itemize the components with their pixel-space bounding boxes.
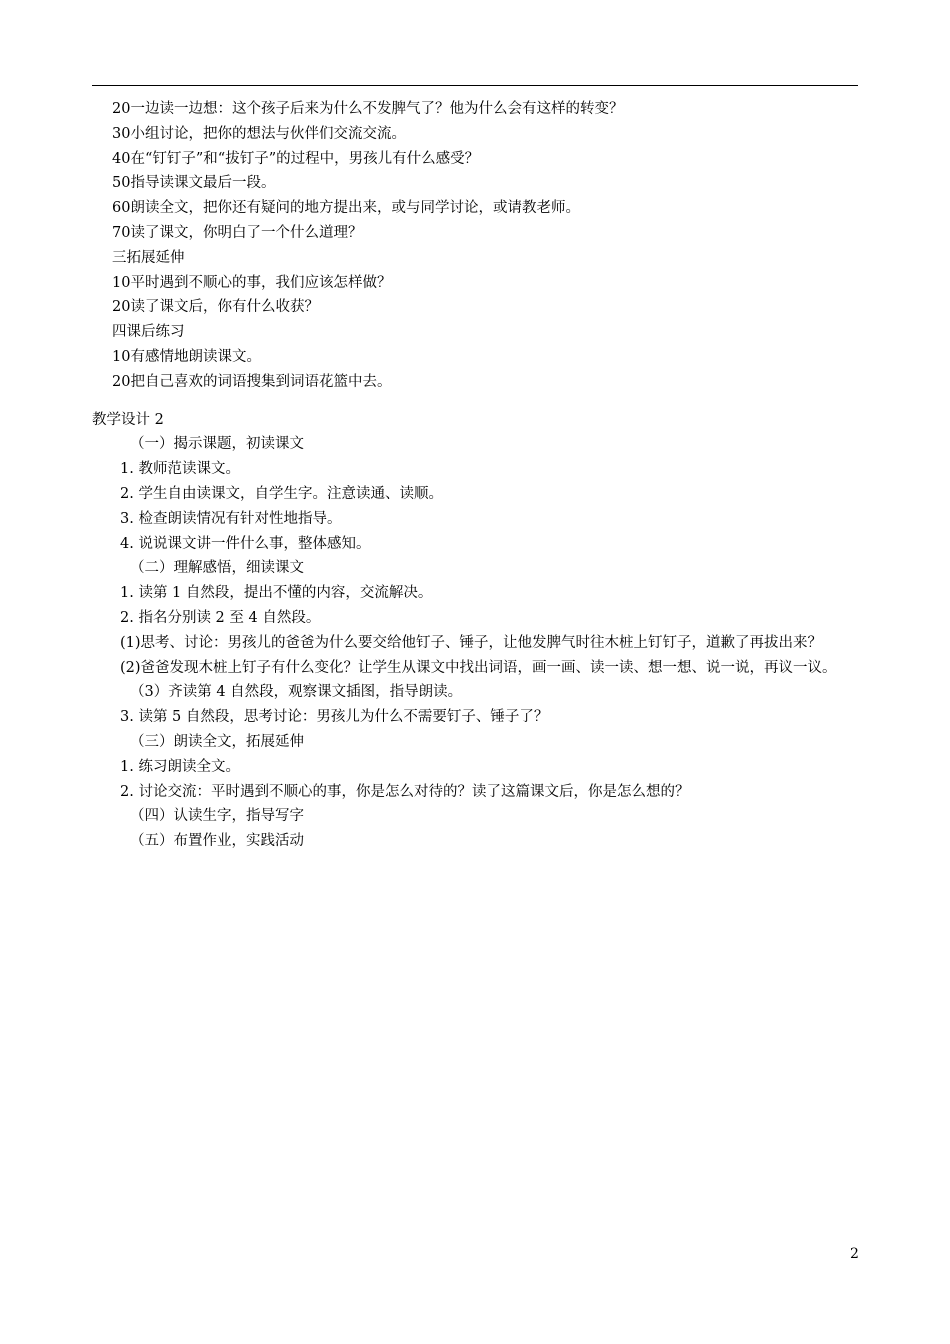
design-heading: 教学设计 2 <box>92 411 164 428</box>
document-body <box>92 97 858 854</box>
text-line: 2. 讨论交流：平时遇到不顺心的事，你是怎么对待的？读了这篇课文后，你是怎么想的？ <box>120 783 690 800</box>
text-line: （3）齐读第 4 自然段，观察课文插图，指导朗读。 <box>130 684 463 701</box>
text-line: 1. 练习朗读全文。 <box>120 758 240 775</box>
text-line: 2. 学生自由读课文，自学生字。注意读通、读顺。 <box>120 485 443 502</box>
section-heading: 四课后练习 <box>112 324 185 341</box>
text-line: 30小组讨论，把你的想法与伙伴们交流交流。 <box>112 125 406 142</box>
paragraph: (2)爸爸发现木桩上钉子有什么变化？让学生从课文中找出词语，画一画、读一读、想一想、说一说，再议一议。 <box>120 659 837 676</box>
text-line: 50指导读课文最后一段。 <box>112 175 276 192</box>
text-line: 3. 读第 5 自然段，思考讨论：男孩儿为什么不需要钉子、锤子了？ <box>120 709 549 726</box>
paragraph: (1)思考、讨论：男孩儿的爸爸为什么要交给他钉子、锤子，让他发脾气时往木桩上钉钉子，道歉了再拔出来？ <box>120 634 823 651</box>
text-line: 20一边读一边想：这个孩子后来为什么不发脾气了？他为什么会有这样的转变？ <box>112 101 624 117</box>
text-line: 70读了课文，你明白了一个什么道理？ <box>112 224 363 241</box>
text-line: 40在“钉钉子”和“拔钉子”的过程中，男孩儿有什么感受？ <box>112 150 480 167</box>
text-line: 3. 检查朗读情况有针对性地指导。 <box>120 510 342 527</box>
text-line: 60朗读全文，把你还有疑问的地方提出来，或与同学讨论，或请教老师。 <box>112 200 580 217</box>
text-line: 10有感情地朗读课文。 <box>112 348 261 365</box>
page-number: 2 <box>850 1246 859 1262</box>
header-rule <box>92 85 858 86</box>
subsection-heading: （五）布置作业，实践活动 <box>130 833 304 850</box>
section-heading: 三拓展延伸 <box>112 249 185 266</box>
text-line: 20把自己喜欢的词语搜集到词语花篮中去。 <box>112 373 392 390</box>
subsection-heading: （一）揭示课题，初读课文 <box>130 436 304 453</box>
text-line: 10平时遇到不顺心的事，我们应该怎样做？ <box>112 274 392 291</box>
subsection-heading: （二）理解感悟，细读课文 <box>130 560 304 577</box>
text-line: 1. 读第 1 自然段，提出不懂的内容，交流解决。 <box>120 585 433 602</box>
subsection-heading: （四）认读生字，指导写字 <box>130 808 304 825</box>
text-line: 1. 教师范读课文。 <box>120 461 240 478</box>
text-line: 2. 指名分别读 2 至 4 自然段。 <box>120 609 321 626</box>
text-line: 20读了课文后，你有什么收获？ <box>112 299 319 316</box>
subsection-heading: （三）朗读全文，拓展延伸 <box>130 733 304 750</box>
text-line: 4. 说说课文讲一件什么事，整体感知。 <box>120 535 371 552</box>
